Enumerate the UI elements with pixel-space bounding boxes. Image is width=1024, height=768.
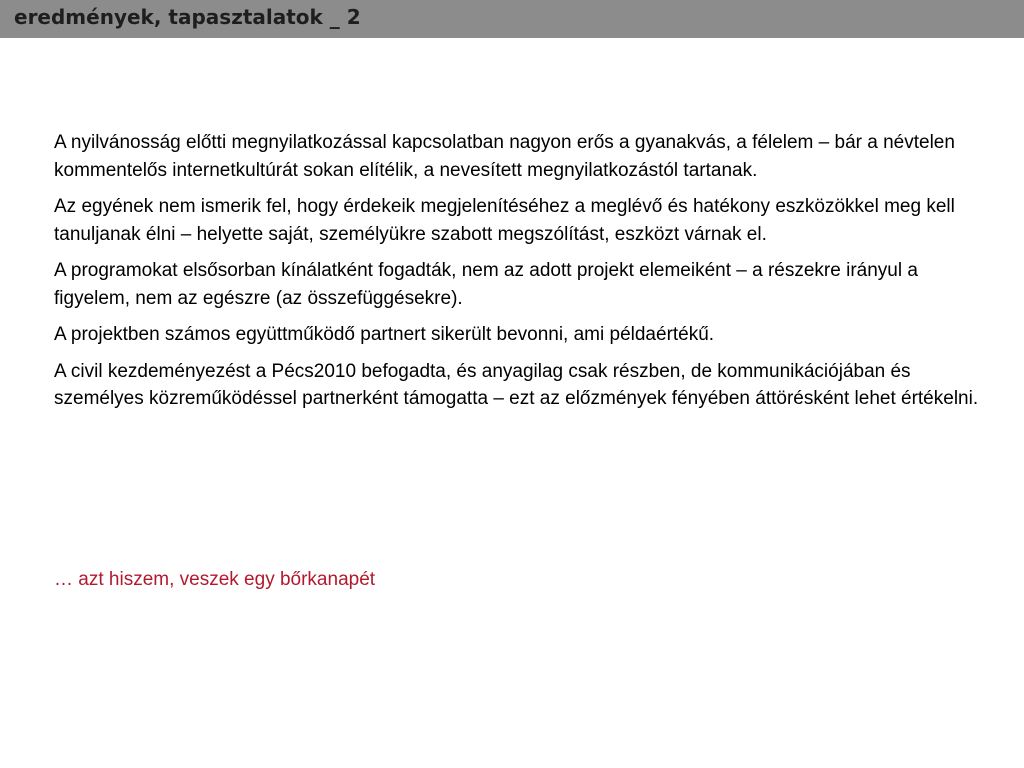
closing-remark: … azt hiszem, veszek egy bőrkanapét	[54, 569, 376, 590]
slide-body	[54, 129, 994, 422]
title-bar	[0, 0, 1024, 38]
paragraph-programs-reception: A programokat elsősorban kínálatként fogadták, nem az adott projekt elemeiként – a részekre irányul a figyelem, nem az egészre (az összefüggésekre).	[54, 260, 918, 309]
paragraph-individual-tools: Az egyének nem ismerik fel, hogy érdekeik megjelenítéséhez a meglévő és hatékony eszközökkel meg kell tanuljanak élni – helyette saját, személyükre szabott megszólítást, eszközt várnak el.	[54, 196, 955, 245]
paragraph-partners: A projektben számos együttműködő partnert sikerült bevonni, ami példaértékű.	[54, 324, 715, 345]
paragraph-pecs2010-support: A civil kezdeményezést a Pécs2010 befogadta, és anyagilag csak részben, de kommunikációjában és személyes közreműködéssel partnerként támogatta – ezt az előzmények fényében áttörésként lehet értékelni.	[54, 360, 979, 409]
paragraph-publicity-fear: A nyilvánosság előtti megnyilatkozással kapcsolatban nagyon erős a gyanakvás, a félelem – bár a névtelen kommentelős internetkultúrát sokan elítélik, a nevesített megnyilatkozástól tartanak.	[54, 132, 955, 181]
slide-title: eredmények, tapasztalatok _ 2	[14, 5, 361, 29]
